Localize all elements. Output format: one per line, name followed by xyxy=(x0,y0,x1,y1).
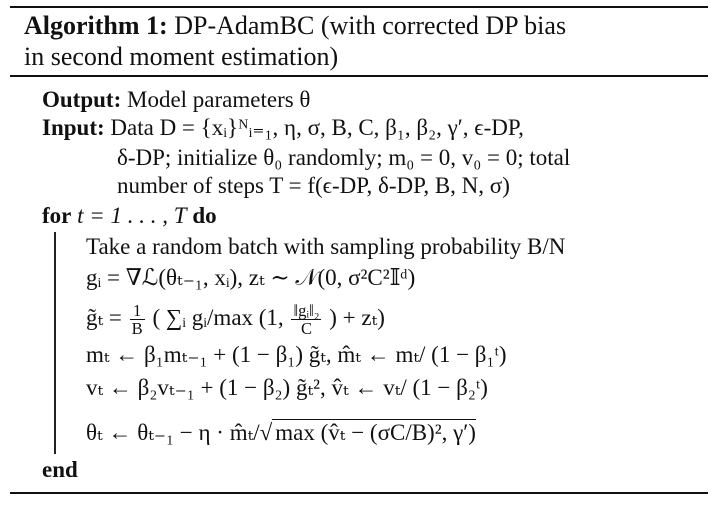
for-keyword: for xyxy=(42,203,72,228)
step3-fraction xyxy=(130,302,145,338)
step3-frac-den: B xyxy=(131,319,143,339)
algorithm-label: Algorithm 1: xyxy=(24,11,168,40)
step3-frac2-num: ‖gᵢ‖₂ xyxy=(293,301,320,320)
top-rule xyxy=(10,6,708,8)
algorithm-title xyxy=(24,10,704,72)
step-second-moment: vₜ ← β₂vₜ₋₁ + (1 − β₂) g̃ₜ², v̂ₜ ← vₜ/ (1 − β₂ᵗ) xyxy=(86,375,488,400)
output-text: Model parameters θ xyxy=(127,87,311,112)
title-rule xyxy=(10,75,708,77)
step6-root: max (v̂ₜ − (σC/B)², γ′) xyxy=(272,419,476,445)
output-line xyxy=(42,86,310,114)
step6-lhs: θₜ ← θₜ₋₁ − η · m̂ₜ/√ xyxy=(86,420,273,445)
step-clipped-gradient xyxy=(86,302,385,338)
input-line-3: number of steps T = f(ϵ-DP, δ-DP, B, N, σ) xyxy=(117,173,510,198)
input-text-1: Data D = {xᵢ}ᴺᵢ₌₁, η, σ, B, C, β₁, β₂, γ′, ϵ-DP, xyxy=(110,115,524,140)
step-gradient-noise: gᵢ = ∇ℒ(θₜ₋₁, xᵢ), zₜ ∼ 𝒩(0, σ²C²𝕀ᵈ) xyxy=(86,265,416,290)
step3-end: ) + zₜ) xyxy=(329,305,385,331)
step3-norm-fraction xyxy=(291,302,321,338)
end-keyword: end xyxy=(42,457,78,482)
input-keyword: Input: xyxy=(42,115,105,140)
loop-range: t = 1 . . . , T xyxy=(77,203,187,228)
input-line-2: δ-DP; initialize θ₀ randomly; m₀ = 0, v₀ = 0; total xyxy=(117,145,571,170)
input-line-1 xyxy=(42,114,524,142)
step-first-moment: mₜ ← β₁mₜ₋₁ + (1 − β₁) g̃ₜ, m̂ₜ ← mₜ/ (1 − β₁ᵗ) xyxy=(86,342,507,367)
algorithm-name-line2: in second moment estimation) xyxy=(24,42,339,71)
step-sample-batch: Take a random batch with sampling probability B/N xyxy=(86,234,566,259)
step3-lhs: g̃ₜ = xyxy=(86,305,122,331)
step3-frac-num: 1 xyxy=(130,302,145,320)
step-parameter-update xyxy=(86,419,476,447)
bottom-rule xyxy=(10,492,708,494)
output-keyword: Output: xyxy=(42,87,122,112)
do-keyword: do xyxy=(192,203,217,228)
step3-frac2-den: C xyxy=(300,319,312,339)
algorithm-name-line1: DP-AdamBC (with corrected DP bias xyxy=(174,11,567,40)
loop-body-bar xyxy=(54,232,56,454)
for-line xyxy=(42,202,217,230)
step3-mid: ( ∑ᵢ gᵢ/max (1, xyxy=(152,305,284,331)
